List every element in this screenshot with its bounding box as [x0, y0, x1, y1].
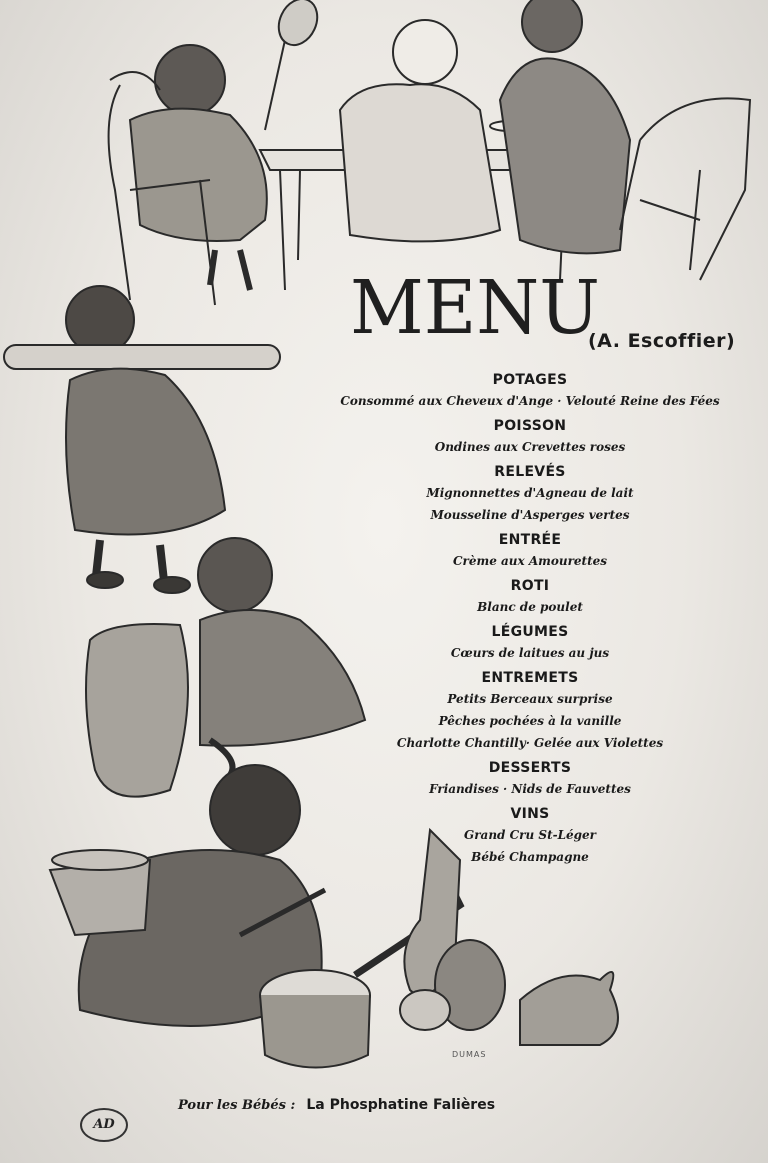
course-heading: VINS — [510, 806, 550, 822]
artist-signature: DUMAS — [452, 1050, 487, 1059]
course-heading: DESSERTS — [488, 760, 572, 776]
dish-item: Charlotte Chantilly· Gelée aux Violettes — [396, 736, 664, 750]
dish-item: Friandises · Nids de Fauvettes — [429, 782, 631, 796]
course-relevés — [300, 462, 760, 526]
dish-item: Mignonnettes d'Agneau de lait — [426, 486, 634, 500]
course-roti — [300, 576, 760, 618]
course-potages — [300, 370, 760, 412]
menu-courses — [300, 370, 760, 868]
course-heading: ROTI — [510, 578, 550, 594]
course-heading: RELEVÉS — [494, 464, 566, 480]
dish-item: Blanc de poulet — [477, 600, 583, 614]
course-heading: POTAGES — [492, 372, 568, 388]
course-vins — [300, 804, 760, 868]
course-heading: POISSON — [493, 418, 567, 434]
course-heading: ENTRÉE — [498, 532, 562, 548]
dish-item: Mousseline d'Asperges vertes — [430, 508, 630, 522]
footer-brand: La Phosphatine Falières — [306, 1097, 496, 1113]
footer-prefix: Pour les Bébés : — [178, 1098, 296, 1113]
course-desserts — [300, 758, 760, 800]
dish-item: Crème aux Amourettes — [452, 554, 608, 568]
course-poisson — [300, 416, 760, 458]
menu-title-text: MENU — [350, 265, 600, 351]
footer — [178, 1094, 495, 1113]
course-entrée — [300, 530, 760, 572]
dish-item: Grand Cru St-Léger — [463, 828, 597, 842]
course-entremets — [300, 668, 760, 754]
dish-item: Pêches pochées à la vanille — [438, 714, 622, 728]
dish-item: Petits Berceaux surprise — [447, 692, 613, 706]
course-heading: ENTREMETS — [481, 670, 579, 686]
course-heading: LÉGUMES — [491, 624, 569, 640]
menu-title — [345, 255, 605, 365]
dish-item: Consommé aux Cheveux d'Ange · Velouté Reine des Fées — [340, 394, 720, 408]
author: (A. Escoffier) — [588, 330, 736, 352]
course-légumes — [300, 622, 760, 664]
dish-item: Bébé Champagne — [471, 850, 589, 864]
dish-item: Cœurs de laitues au jus — [450, 646, 610, 660]
dish-item: Ondines aux Crevettes roses — [434, 440, 626, 454]
stamp: AD — [80, 1108, 128, 1142]
